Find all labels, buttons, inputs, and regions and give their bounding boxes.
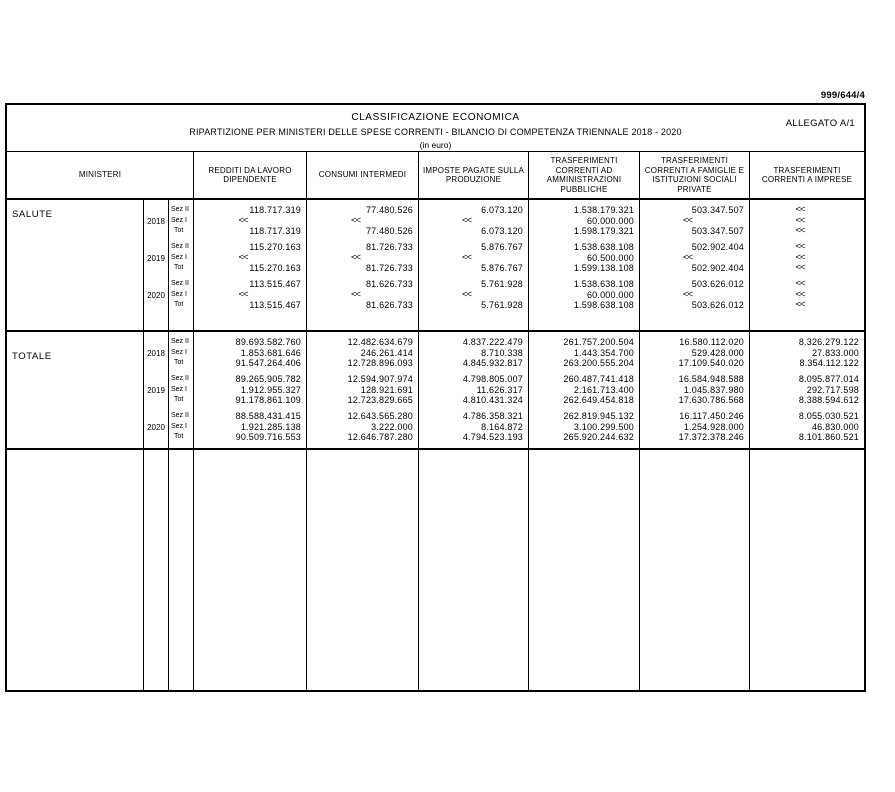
value-cell: 263.200.555.204: [563, 358, 634, 369]
value-group: [419, 374, 528, 406]
column-header-imposte: IMPOSTE PAGATE SULLA PRODUZIONE: [419, 152, 529, 198]
value-cell: 4.786.358.321: [462, 411, 523, 421]
value-cell: 8.164.872: [481, 421, 523, 432]
value-cell: 89.693.582.760: [235, 337, 301, 347]
value-group: [640, 242, 749, 274]
value-group: [750, 337, 864, 369]
value-cell: <<: [350, 214, 361, 226]
year-column: [144, 200, 169, 330]
table-header-row: [7, 152, 864, 200]
value-group: [194, 242, 306, 274]
value-cell: 8.388.594.612: [798, 395, 859, 406]
value-cell: <<: [238, 214, 248, 226]
value-group: [750, 374, 864, 406]
value-cell: 502.902.404: [691, 263, 744, 274]
value-cell: 46.830.000: [811, 421, 859, 432]
value-group: [529, 337, 639, 369]
value-cell: 4.845.932.817: [462, 358, 523, 369]
value-cell: 60.000.000: [586, 215, 634, 226]
ministry-name-column: [7, 332, 144, 448]
empty-column: [144, 450, 169, 690]
value-group: [750, 205, 864, 237]
empty-column: [194, 450, 307, 690]
row-label: Tot: [174, 433, 184, 441]
value-group: [194, 337, 306, 369]
value-group: [529, 242, 639, 274]
value-cell: 246.261.414: [360, 347, 413, 358]
row-label: Sez I: [171, 385, 187, 393]
value-column-3: [529, 332, 640, 448]
column-header-consumi: CONSUMI INTERMEDI: [307, 152, 419, 198]
value-column-0: [194, 332, 307, 448]
table-body: [7, 200, 864, 450]
value-cell: 113.515.467: [249, 279, 301, 289]
value-cell: <<: [795, 214, 805, 226]
value-group: [640, 279, 749, 311]
value-cell: <<: [461, 288, 472, 300]
value-cell: 5.761.928: [481, 279, 523, 289]
page-reference: 999/644/4: [820, 90, 865, 101]
value-cell: 12.646.787.280: [347, 432, 413, 443]
value-column-4: [640, 200, 750, 330]
row-label: Sez II: [171, 243, 189, 250]
value-group: [307, 374, 418, 406]
value-cell: 90.509.716.553: [235, 432, 301, 443]
value-cell: 12.723.829.665: [347, 395, 413, 406]
allegato-label: ALLEGATO A/1: [785, 118, 855, 129]
row-label: Sez II: [171, 338, 189, 345]
year-label: 2019: [147, 253, 165, 263]
value-cell: 12.594.907.974: [347, 374, 413, 384]
value-cell: 1.254.928.000: [683, 421, 744, 432]
value-cell: <<: [795, 278, 805, 289]
value-cell: 89.265.905.782: [235, 374, 301, 384]
value-group: [640, 337, 749, 369]
value-group: [419, 279, 528, 311]
value-cell: 503.347.507: [691, 205, 744, 215]
value-cell: 1.598.179.321: [573, 226, 634, 237]
value-cell: 1.443.354.700: [573, 347, 634, 358]
value-cell: 81.626.733: [365, 300, 413, 311]
empty-column: [169, 450, 194, 690]
value-cell: <<: [682, 288, 693, 300]
value-cell: 128.921.691: [360, 384, 413, 395]
sez-label-group: [169, 374, 193, 406]
value-cell: 113.515.467: [249, 300, 301, 311]
section-label-column: [169, 200, 194, 330]
value-group: [307, 337, 418, 369]
budget-table: [5, 103, 866, 692]
value-cell: <<: [795, 241, 805, 252]
value-cell: 115.270.163: [249, 242, 301, 252]
value-cell: 1.538.638.108: [573, 279, 634, 289]
value-cell: 502.902.404: [691, 242, 744, 252]
value-group: [529, 411, 639, 443]
value-cell: 1.538.179.321: [573, 205, 634, 215]
value-cell: 16.584.948.588: [678, 374, 744, 384]
value-cell: 60.500.000: [586, 252, 634, 263]
value-cell: 503.626.012: [691, 300, 744, 311]
row-label: Tot: [174, 396, 184, 404]
value-group: [194, 279, 306, 311]
value-cell: 5.876.767: [481, 242, 523, 252]
value-cell: <<: [461, 214, 472, 226]
value-column-1: [307, 200, 419, 330]
value-cell: 4.794.523.193: [462, 432, 523, 443]
value-group: [307, 411, 418, 443]
value-group: [419, 411, 528, 443]
value-cell: 8.326.279.122: [798, 337, 859, 347]
value-cell: 118.717.319: [249, 205, 301, 215]
row-label: Sez I: [171, 216, 187, 224]
value-cell: 81.726.733: [365, 263, 413, 274]
value-cell: 81.626.733: [365, 279, 413, 289]
value-cell: 262.819.945.132: [563, 411, 634, 421]
value-cell: 8.354.112.122: [799, 358, 859, 369]
value-column-2: [419, 200, 529, 330]
year-label: 2020: [147, 422, 165, 432]
sez-label-group: [169, 205, 193, 237]
year-label: 2018: [147, 216, 165, 226]
column-header-trasferimenti-famiglie: TRASFERIMENTI CORRENTI A FAMIGLIE E ISTITUZIONI SOCIALI PRIVATE: [640, 152, 750, 198]
value-group: [529, 374, 639, 406]
value-cell: <<: [795, 299, 805, 311]
value-group: [419, 205, 528, 237]
value-cell: <<: [795, 288, 805, 300]
document-title: CLASSIFICAZIONE ECONOMICA: [351, 112, 520, 123]
value-cell: 88.588.431.415: [235, 411, 301, 421]
value-column-4: [640, 332, 750, 448]
value-cell: <<: [682, 214, 693, 226]
ministry-section-totale: [7, 332, 864, 450]
value-group: [750, 411, 864, 443]
value-cell: 2.161.713.400: [573, 384, 634, 395]
year-label: 2020: [147, 290, 165, 300]
value-cell: 115.270.163: [249, 263, 301, 274]
value-group: [307, 205, 418, 237]
value-cell: 16.117.450.246: [679, 411, 744, 421]
value-group: [529, 279, 639, 311]
unit-note: (in euro): [419, 140, 452, 150]
value-cell: 91.178.861.109: [235, 395, 301, 406]
value-cell: <<: [461, 251, 472, 263]
value-group: [194, 205, 306, 237]
value-group: [194, 411, 306, 443]
value-cell: 12.482.634.679: [347, 337, 413, 347]
value-cell: 77.480.526: [365, 205, 413, 215]
document-subtitle: RIPARTIZIONE PER MINISTERI DELLE SPESE CORRENTI - BILANCIO DI COMPETENZA TRIENNALE 2018 - 2020: [189, 127, 682, 137]
row-label: Sez I: [171, 253, 187, 261]
value-cell: 81.726.733: [365, 242, 413, 252]
empty-rows-area: [7, 450, 864, 690]
ministry-name: SALUTE: [12, 209, 53, 220]
value-cell: 27.833.000: [811, 347, 859, 358]
value-group: [419, 337, 528, 369]
value-cell: 503.347.507: [691, 226, 744, 237]
value-cell: 6.073.120: [481, 226, 523, 237]
value-cell: 3.100.299.500: [573, 421, 634, 432]
column-header-trasferimenti-imprese: TRASFERIMENTI CORRENTI A IMPRESE: [761, 165, 853, 184]
value-cell: <<: [350, 288, 361, 300]
row-label: Sez II: [171, 375, 189, 382]
value-group: [640, 411, 749, 443]
value-cell: 8.095.877.014: [798, 374, 859, 384]
value-cell: 529.428.000: [691, 347, 744, 358]
value-cell: 8.055.030.521: [798, 411, 859, 421]
value-cell: 1.853.681.646: [240, 347, 301, 358]
row-label: Sez I: [171, 422, 187, 430]
value-group: [529, 205, 639, 237]
value-cell: <<: [795, 251, 805, 263]
value-cell: 60.000.000: [586, 289, 634, 300]
value-column-2: [419, 332, 529, 448]
value-cell: <<: [795, 262, 805, 274]
table-title-band: [7, 105, 864, 152]
value-cell: 1.598.638.108: [573, 300, 634, 311]
ministry-name: TOTALE: [12, 351, 52, 362]
value-cell: 8.710.338: [481, 347, 523, 358]
value-cell: 262.649.454.818: [563, 395, 634, 406]
row-label: Sez I: [171, 348, 187, 356]
value-group: [194, 374, 306, 406]
value-cell: 16.580.112.020: [679, 337, 744, 347]
value-cell: 1.045.837.980: [683, 384, 744, 395]
value-cell: 17.630.786.568: [678, 395, 744, 406]
value-cell: <<: [795, 225, 805, 237]
empty-column: [7, 450, 144, 690]
value-cell: <<: [238, 251, 248, 263]
value-group: [640, 205, 749, 237]
ministry-section-salute: [7, 200, 864, 332]
value-cell: 118.717.319: [249, 226, 301, 237]
value-cell: 4.810.431.324: [462, 395, 523, 406]
value-group: [419, 242, 528, 274]
value-cell: 3.222.000: [371, 421, 413, 432]
value-cell: 1.538.638.108: [573, 242, 634, 252]
value-column-0: [194, 200, 307, 330]
empty-column: [307, 450, 419, 690]
value-cell: 17.109.540.020: [678, 358, 744, 369]
sez-label-group: [169, 411, 193, 443]
value-column-5: [750, 200, 864, 330]
value-group: [307, 242, 418, 274]
value-cell: 5.761.928: [481, 300, 523, 311]
row-label: Tot: [174, 227, 184, 235]
row-label: Tot: [174, 301, 184, 309]
value-cell: 12.643.565.280: [347, 411, 413, 421]
sez-label-group: [169, 337, 193, 369]
value-cell: <<: [350, 251, 361, 263]
value-group: [750, 242, 864, 274]
value-cell: 503.626.012: [691, 279, 744, 289]
value-cell: 1.921.285.138: [240, 421, 301, 432]
value-cell: 6.073.120: [481, 205, 523, 215]
section-label-column: [169, 332, 194, 448]
year-label: 2019: [147, 385, 165, 395]
empty-column: [750, 450, 864, 690]
value-cell: <<: [682, 251, 693, 263]
value-cell: 260.487.741.418: [563, 374, 634, 384]
sez-label-group: [169, 242, 193, 274]
value-column-3: [529, 200, 640, 330]
value-cell: <<: [795, 204, 805, 215]
year-label: 2018: [147, 348, 165, 358]
value-group: [307, 279, 418, 311]
value-cell: 4.798.805.007: [462, 374, 523, 384]
value-cell: 11.626.317: [476, 384, 523, 395]
value-cell: 4.837.222.479: [462, 337, 523, 347]
value-column-1: [307, 332, 419, 448]
column-header-redditi: REDDITI DA LAVORO DIPENDENTE: [194, 152, 307, 198]
value-cell: 17.372.378.246: [678, 432, 744, 443]
row-label: Tot: [174, 264, 184, 272]
value-cell: 265.920.244.632: [563, 432, 634, 443]
row-label: Sez II: [171, 206, 189, 213]
value-cell: 5.876.767: [481, 263, 523, 274]
value-cell: 91.547.264.406: [235, 358, 301, 369]
year-column: [144, 332, 169, 448]
row-label: Tot: [174, 359, 184, 367]
value-cell: 12.728.896.093: [347, 358, 413, 369]
ministry-name-column: [7, 200, 144, 330]
value-cell: 8.101.860.521: [798, 432, 859, 443]
row-label: Sez I: [171, 290, 187, 298]
value-column-5: [750, 332, 864, 448]
empty-column: [640, 450, 750, 690]
row-label: Sez II: [171, 412, 189, 419]
empty-column: [419, 450, 529, 690]
value-cell: 77.480.526: [365, 226, 413, 237]
empty-column: [529, 450, 640, 690]
value-group: [750, 279, 864, 311]
value-cell: 261.757.200.504: [563, 337, 634, 347]
value-cell: <<: [238, 288, 248, 300]
row-label: Sez II: [171, 280, 189, 287]
column-header-ministeri: MINISTERI: [7, 152, 194, 198]
sez-label-group: [169, 279, 193, 311]
value-cell: 292.717.598: [806, 384, 859, 395]
value-cell: 1.599.138.108: [573, 263, 634, 274]
column-header-trasferimenti-pa: TRASFERIMENTI CORRENTI AD AMMINISTRAZIONI PUBBLICHE: [529, 152, 640, 198]
value-cell: 1.912.955.327: [240, 384, 301, 395]
value-group: [640, 374, 749, 406]
